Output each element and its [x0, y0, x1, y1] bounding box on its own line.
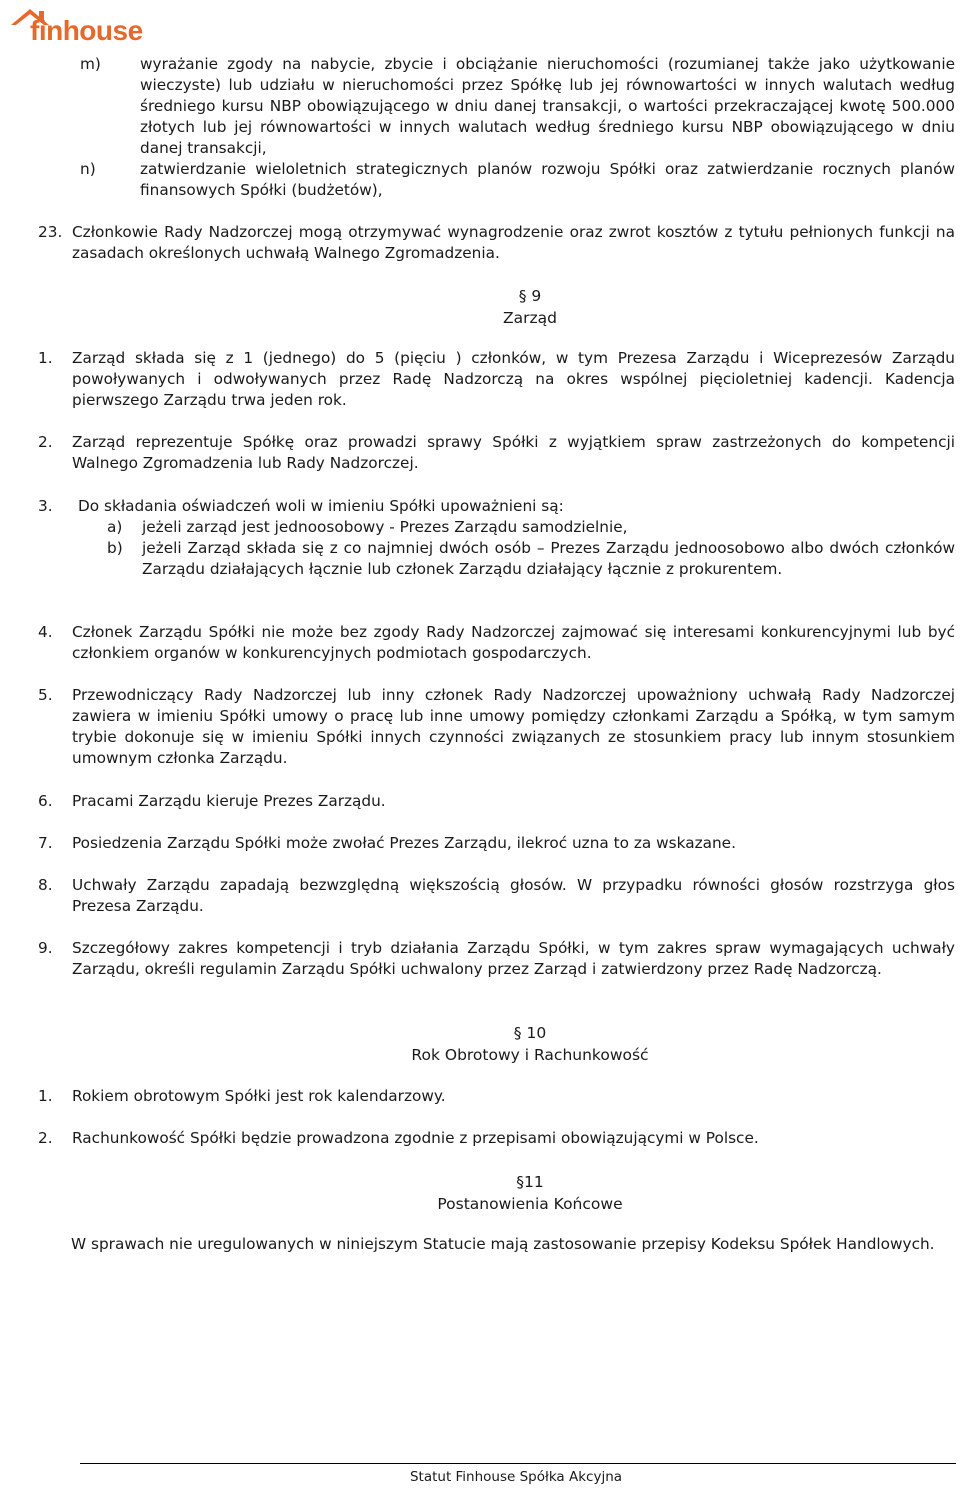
paragraph-number: 6.: [38, 792, 53, 810]
closing-paragraph-text: W sprawach nie uregulowanych w niniejszym Statucie mają zastosowanie przepisy Kodeksu Spółek Handlowych.: [71, 1235, 935, 1253]
section-9-heading: [0, 285, 960, 329]
section-number: § 9: [518, 287, 542, 305]
paragraph-number: 23.: [38, 223, 63, 241]
section-number: § 10: [513, 1024, 547, 1042]
paragraph-text: Rachunkowość Spółki będzie prowadzona zgodnie z przepisami obowiązującymi w Polsce.: [72, 1129, 759, 1147]
section-11-heading: [0, 1171, 960, 1215]
logo-wordmark: finhouse: [30, 15, 143, 46]
paragraph-text: Pracami Zarządu kieruje Prezes Zarządu.: [72, 792, 386, 810]
sub-item-text: jeżeli Zarząd składa się z co najmniej dwóch osób – Prezes Zarządu jednoosobowo albo dwóch członków Zarządu działających łącznie lub członek Zarządu działający łącznie z prokurentem.: [142, 539, 955, 578]
section-title: Rok Obrotowy i Rachunkowość: [411, 1046, 649, 1064]
section-title: Postanowienia Końcowe: [437, 1195, 623, 1213]
paragraph-text: Szczegółowy zakres kompetencji i tryb działania Zarządu Spółki, w tym zakres spraw wymagających uchwały Zarządu, określi regulamin Zarządu Spółki uchwalony przez Zarząd i zatwierdzony przez Radę Nadzorczą.: [72, 939, 955, 978]
section-number: §11: [516, 1173, 544, 1191]
paragraph-number: 2.: [38, 433, 53, 451]
item-label: n): [80, 160, 96, 178]
paragraph-number: 5.: [38, 686, 53, 704]
paragraph-number: 8.: [38, 876, 53, 894]
sub-item-label: a): [107, 518, 123, 536]
item-n-text: zatwierdzanie wieloletnich strategicznych planów rozwoju Spółki oraz zatwierdzanie rocznych planów finansowych Spółki (budżetów),: [140, 160, 955, 199]
finhouse-logo: [8, 5, 153, 47]
page-footer: Statut Finhouse Spółka Akcyjna: [409, 1469, 623, 1485]
sub-item-text: jeżeli zarząd jest jednoosobowy - Prezes Zarządu samodzielnie,: [142, 518, 628, 536]
paragraph-number: 1.: [38, 349, 53, 367]
paragraph-text: Uchwały Zarządu zapadają bezwzględną większością głosów. W przypadku równości głosów rozstrzyga głos Prezesa Zarządu.: [72, 876, 955, 915]
item-m-text: wyrażanie zgody na nabycie, zbycie i obciążanie nieruchomości (rozumianej także jako użytkowanie wieczyste) lub udziału w nieruchomości przez Spółkę lub jej równowartości w innych walutach według średniego kursu NBP obowiązującego w dniu danej transakcji, o wartości przekraczającej kwotę 500.000 złotych lub jej równowartości w innych walutach według średniego kursu NBP obowiązującego w dniu danej transakcji,: [140, 55, 955, 157]
paragraph-number: 3.: [38, 497, 53, 515]
paragraph-text: Rokiem obrotowym Spółki jest rok kalendarzowy.: [72, 1087, 446, 1105]
paragraph-text: Zarząd składa się z 1 (jednego) do 5 (pięciu ) członków, w tym Prezesa Zarządu i Wiceprezesów Zarządu powoływanych i odwoływanych przez Radę Nadzorczą na okres wspólnej pięcioletniej kadencji. Kadencja pierwszego Zarządu trwa jeden rok.: [72, 349, 955, 409]
item-label: m): [80, 55, 101, 73]
paragraph-text: Przewodniczący Rady Nadzorczej lub inny członek Rady Nadzorczej upoważniony uchwałą Rady Nadzorczej zawiera w imieniu Spółki umowy o pracę lub inne umowy pomiędzy członkami Zarządu a Spółką, w tym samym trybie dokonuje się w imieniu Spółki innych czynności związanych ze stosunkiem pracy lub innym stosunkiem umownym członka Zarządu.: [72, 686, 955, 767]
paragraph-number: 2.: [38, 1129, 53, 1147]
paragraph-text: Członek Zarządu Spółki nie może bez zgody Rady Nadzorczej zajmować się interesami konkurencyjnymi lub być członkiem organów w konkurencyjnych podmiotach gospodarczych.: [72, 623, 955, 662]
paragraph-text: Zarząd reprezentuje Spółkę oraz prowadzi sprawy Spółki z wyjątkiem spraw zastrzeżonych do kompetencji Walnego Zgromadzenia lub Rady Nadzorczej.: [72, 433, 955, 472]
paragraph-text: Posiedzenia Zarządu Spółki może zwołać Prezes Zarządu, ilekroć uzna to za wskazane.: [72, 834, 736, 852]
paragraph-23-text: Członkowie Rady Nadzorczej mogą otrzymywać wynagrodzenie oraz zwrot kosztów z tytułu pełnionych funkcji na zasadach określonych uchwałą Walnego Zgromadzenia.: [72, 223, 955, 262]
sub-item-label: b): [107, 539, 123, 557]
paragraph-number: 4.: [38, 623, 53, 641]
paragraph-number: 7.: [38, 834, 53, 852]
paragraph-text: Do składania oświadczeń woli w imieniu Spółki upoważnieni są:: [78, 497, 564, 515]
section-title: Zarząd: [503, 309, 557, 327]
section-10-heading: [0, 1022, 960, 1066]
footer-divider: [80, 1463, 956, 1464]
paragraph-number: 1.: [38, 1087, 53, 1105]
paragraph-number: 9.: [38, 939, 53, 957]
